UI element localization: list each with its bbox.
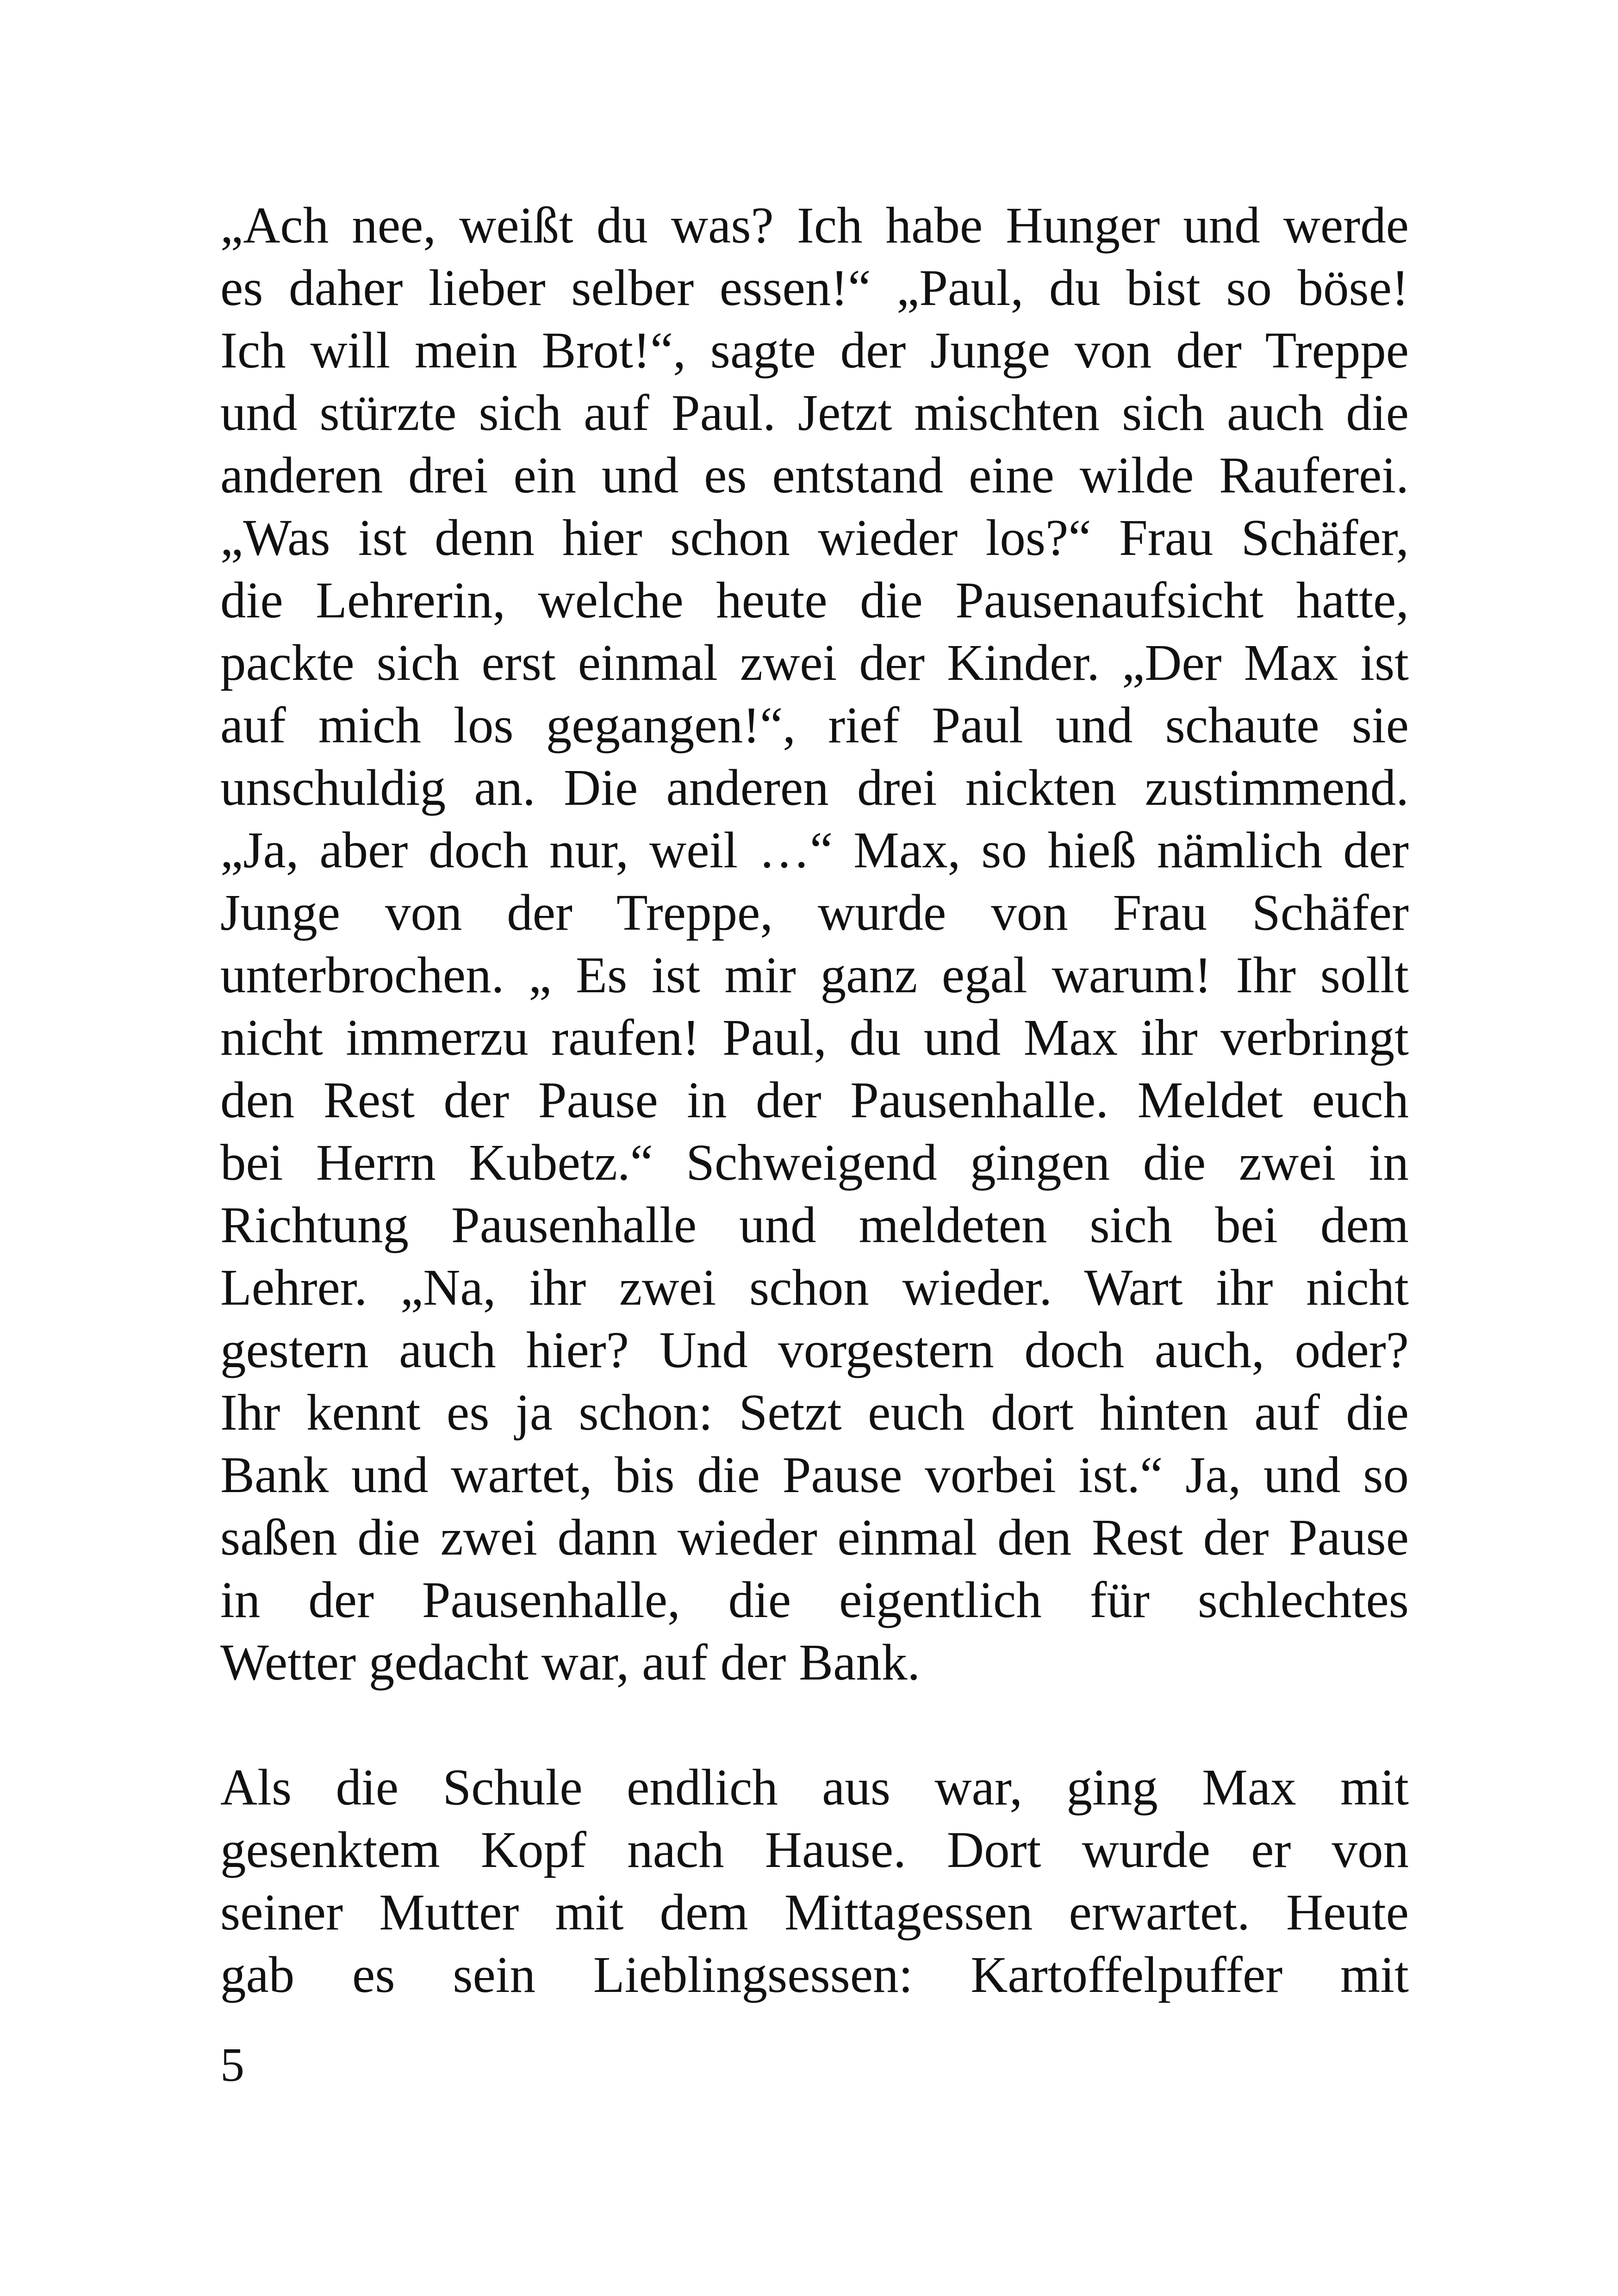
text-line: gestern auch hier? Und vorgestern doch auch, oder? (220, 1322, 1409, 1379)
paragraph-2 (220, 1756, 1409, 2006)
text-line: Bank und wartet, bis die Pause vorbei ist.“ Ja, und so (220, 1447, 1409, 1504)
paragraph-1 (220, 194, 1409, 1694)
text-line: anderen drei ein und es entstand eine wilde Rauferei. (220, 447, 1409, 504)
text-line: Ich will mein Brot!“, sagte der Junge von der Treppe (220, 322, 1409, 379)
text-line: packte sich erst einmal zwei der Kinder. „Der Max ist (220, 635, 1409, 691)
text-line: Junge von der Treppe, wurde von Frau Schäfer (220, 884, 1409, 941)
text-line: unterbrochen. „ Es ist mir ganz egal warum! Ihr sollt (220, 947, 1409, 1004)
page-number: 5 (220, 2038, 244, 2091)
text-line: Als die Schule endlich aus war, ging Max mit (220, 1759, 1409, 1816)
text-line: „Ja, aber doch nur, weil …“ Max, so hieß nämlich der (220, 822, 1409, 879)
text-line: in der Pausenhalle, die eigentlich für schlechtes (220, 1572, 1409, 1629)
text-line: nicht immerzu raufen! Paul, du und Max ihr verbringt (220, 1009, 1409, 1066)
text-line: Richtung Pausenhalle und meldeten sich bei dem (220, 1197, 1409, 1254)
text-line: Lehrer. „Na, ihr zwei schon wieder. Wart ihr nicht (220, 1259, 1409, 1316)
text-line: „Ach nee, weißt du was? Ich habe Hunger und werde (220, 197, 1409, 254)
text-line: unschuldig an. Die anderen drei nickten zustimmend. (220, 759, 1409, 816)
text-line: Ihr kennt es ja schon: Setzt euch dort hinten auf die (220, 1384, 1409, 1441)
text-line: es daher lieber selber essen!“ „Paul, du bist so böse! (220, 260, 1409, 317)
text-line: und stürzte sich auf Paul. Jetzt mischten sich auch die (220, 385, 1409, 442)
text-line: den Rest der Pause in der Pausenhalle. Meldet euch (220, 1072, 1409, 1129)
text-line: Wetter gedacht war, auf der Bank. (220, 1634, 921, 1691)
text-line: auf mich los gegangen!“, rief Paul und schaute sie (220, 697, 1409, 754)
body-text (220, 194, 1409, 2006)
paragraph-gap (220, 1694, 1409, 1756)
text-line: gab es sein Lieblingsessen: Kartoffelpuffer mit (220, 1947, 1409, 2004)
text-line: saßen die zwei dann wieder einmal den Rest der Pause (220, 1509, 1409, 1566)
text-line: gesenktem Kopf nach Hause. Dort wurde er von (220, 1822, 1409, 1879)
text-line: „Was ist denn hier schon wieder los?“ Frau Schäfer, (220, 510, 1409, 566)
text-line: seiner Mutter mit dem Mittagessen erwartet. Heute (220, 1884, 1409, 1941)
text-line: bei Herrn Kubetz.“ Schweigend gingen die zwei in (220, 1134, 1409, 1191)
text-line: die Lehrerin, welche heute die Pausenaufsicht hatte, (220, 572, 1409, 629)
